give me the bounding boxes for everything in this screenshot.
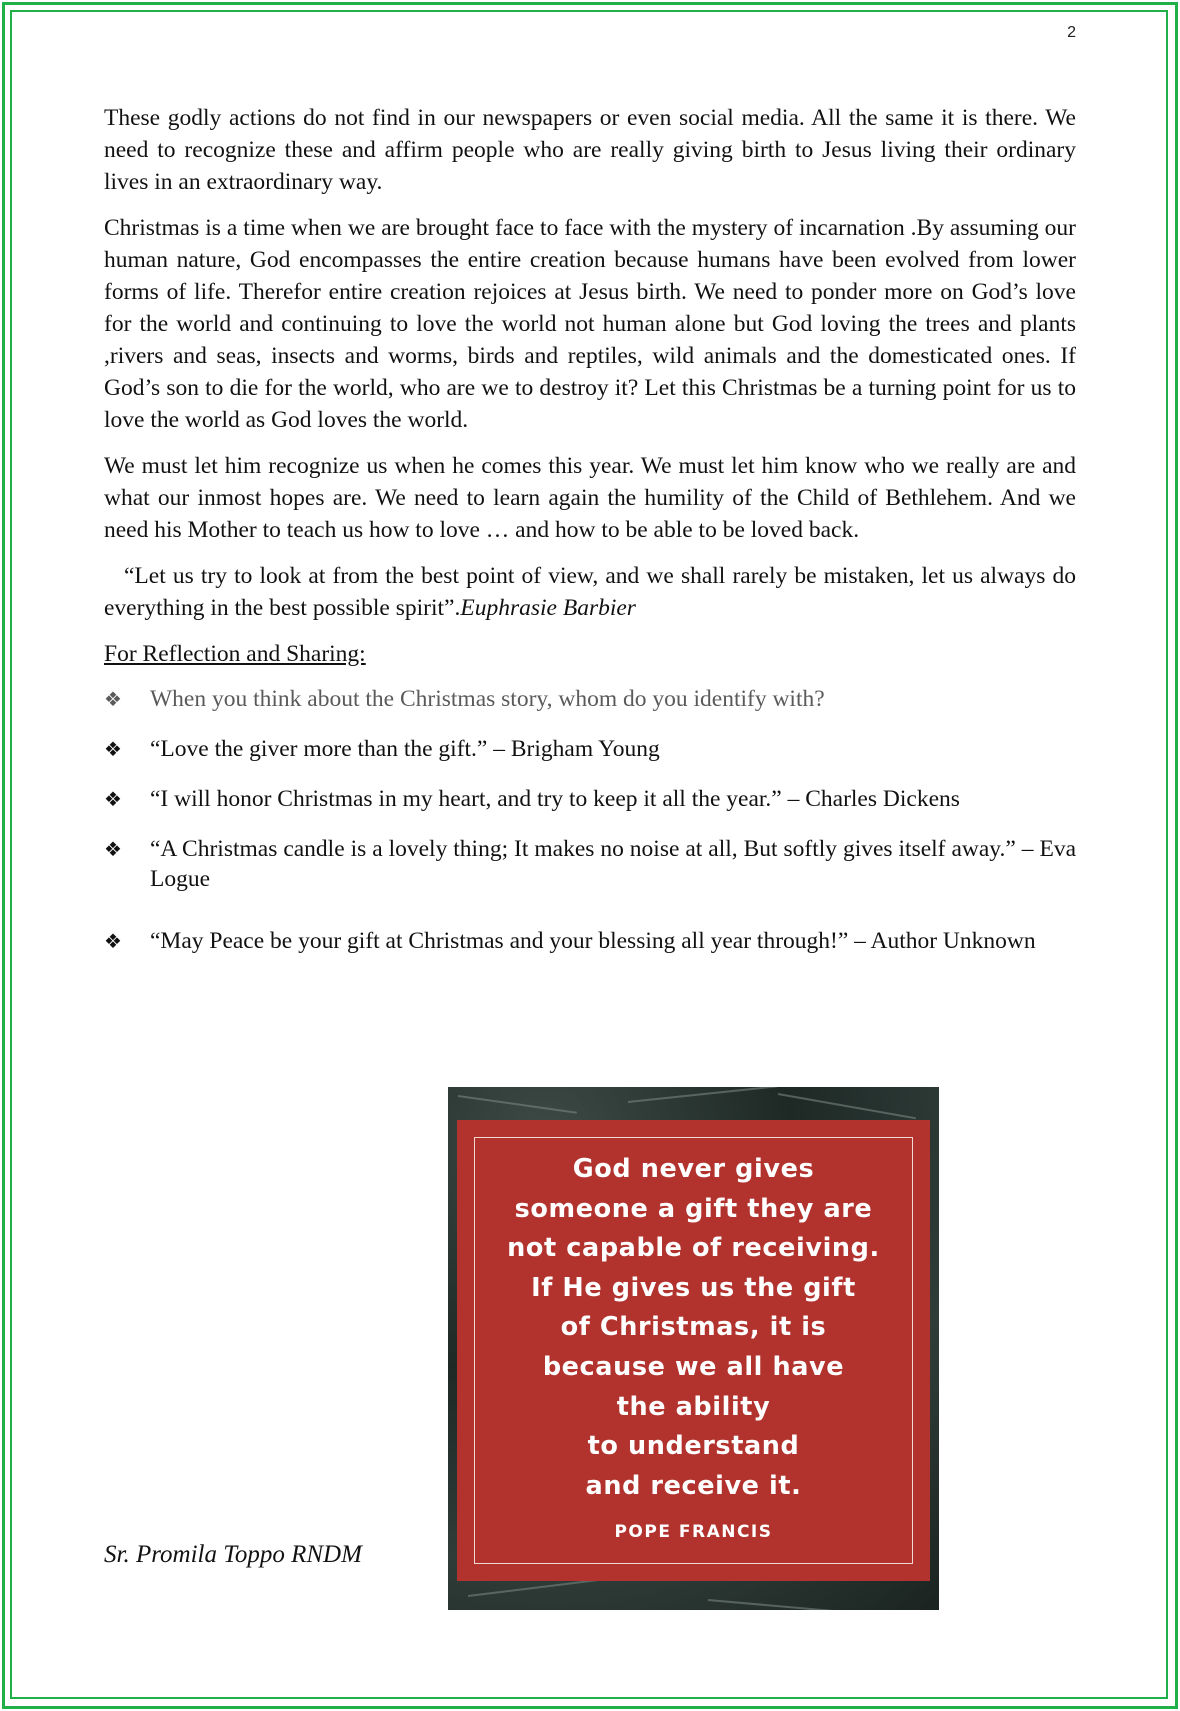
list-item-text: “A Christmas candle is a lovely thing; It makes no noise at all, But softly gives itself away.” – Eva Logue [150, 836, 1076, 892]
quote-card-line: someone a gift they are [514, 1193, 873, 1224]
quote-card-line: the ability [616, 1391, 771, 1422]
diamond-bullet-icon: ❖ [104, 687, 122, 711]
main-content [104, 102, 1076, 976]
pine-branch-decoration [628, 1087, 777, 1103]
paragraph-1: These godly actions do not find in our newspapers or even social media. All the same it is there. We need to recognize these and affirm people who are really giving birth to Jesus living their ordinary lives in an extraordinary way. [104, 105, 1076, 195]
diamond-bullet-icon: ❖ [104, 929, 122, 953]
list-item [104, 734, 1076, 764]
pine-branch-decoration [458, 1095, 577, 1114]
quote-card-line: God never gives [572, 1154, 815, 1184]
pine-branch-decoration [778, 1093, 916, 1119]
quote-card-text [457, 1150, 930, 1506]
quote-card-line: not capable of receiving. [507, 1233, 880, 1264]
list-item-text: “Love the giver more than the gift.” – Brigham Young [150, 736, 660, 762]
quote-card-line: If He gives us the gift [531, 1272, 856, 1303]
diamond-bullet-icon: ❖ [104, 737, 122, 761]
quote-card-line: to understand [587, 1431, 800, 1462]
paragraph-2: Christmas is a time when we are brought face to face with the mystery of incarnation .By assuming our human nature, God encompasses the entire creation because humans have been evolved from lower forms of life. Therefor entire creation rejoices at Jesus birth. We need to ponder more on God’s love for the world and continuing to love the world not human alone but God loving the trees and plants ,rivers and seas, insects and worms, birds and reptiles, wild animals and the domesticated ones. If God’s son to die for the world, who are we to destroy it? Let this Christmas be a turning point for us to love the world as God loves the world. [104, 215, 1076, 433]
list-item-text: “I will honor Christmas in my heart, and try to keep it all the year.” – Charles Dickens [150, 786, 960, 812]
diamond-bullet-icon: ❖ [104, 837, 122, 861]
list-item-text: “May Peace be your gift at Christmas and your blessing all year through!” – Author Unknown [150, 928, 1036, 954]
quote-card-author: POPE FRANCIS [614, 1522, 773, 1542]
pope-francis-quote-image [448, 1087, 939, 1610]
quote-text: “Let us try to look at from the best point of view, and we shall rarely be mistaken, let us always do everything in the best possible spirit”. [104, 563, 1076, 621]
page-number: 2 [1067, 24, 1076, 41]
quote-paragraph [104, 560, 1076, 624]
reflection-list [104, 684, 1076, 956]
diamond-bullet-icon: ❖ [104, 787, 122, 811]
list-item [104, 834, 1076, 894]
author-signature: Sr. Promila Toppo RNDM [104, 1541, 362, 1568]
quote-card-line: of Christmas, it is [560, 1312, 827, 1343]
quote-card-line: because we all have [542, 1351, 845, 1382]
list-item [104, 926, 1076, 956]
list-item [104, 784, 1076, 814]
list-item [104, 684, 1076, 714]
reflection-heading: For Reflection and Sharing: [104, 641, 366, 667]
quote-card-panel [457, 1120, 930, 1581]
pine-branch-decoration [708, 1599, 907, 1610]
list-item-text: When you think about the Christmas story, whom do you identify with? [150, 686, 825, 712]
paragraph-3: We must let him recognize us when he comes this year. We must let him know who we really are and what our inmost hopes are. We need to learn again the humility of the Child of Bethlehem. And we need his Mother to teach us how to love … and how to be able to be loved back. [104, 453, 1076, 543]
quote-author: Euphrasie Barbier [460, 595, 636, 621]
quote-card-line: and receive it. [585, 1470, 802, 1501]
